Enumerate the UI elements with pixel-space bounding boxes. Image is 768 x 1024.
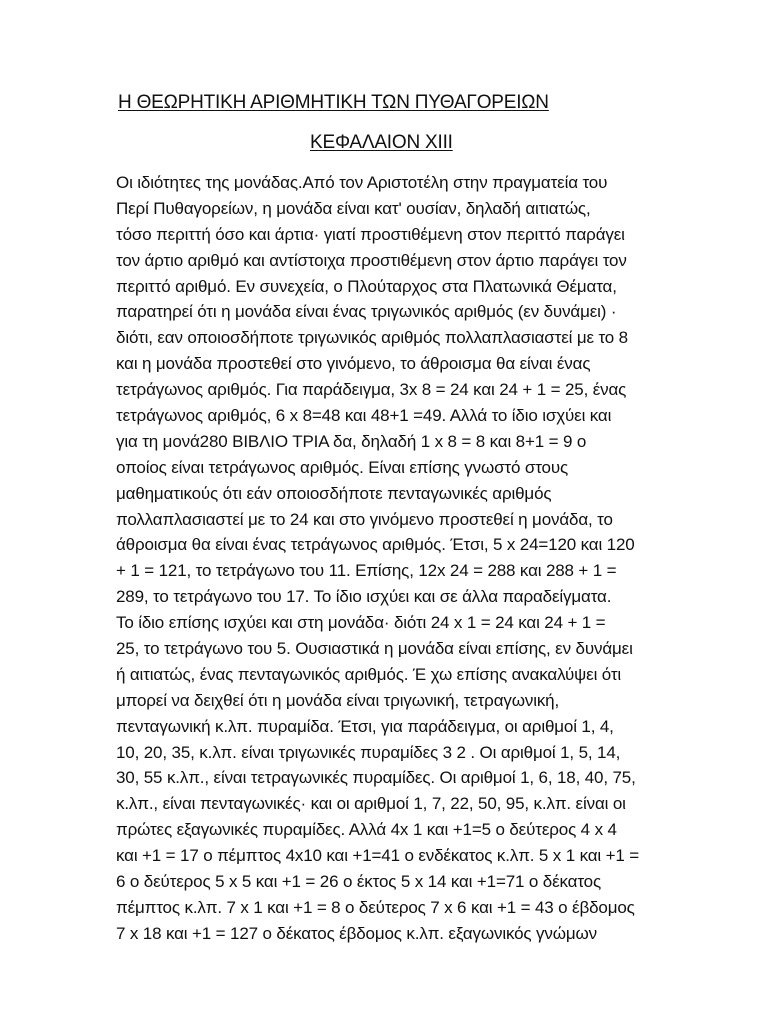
text-line: 25, το τετράγωνο του 5. Ουσιαστικά η μονάδα είναι επίσης, εν δυνάμει [116, 639, 633, 659]
text-line: πενταγωνική κ.λπ. πυραμίδα. Έτσι, για παράδειγμα, οι αριθμοί 1, 4, [116, 716, 614, 736]
text-line: και +1 = 17 ο πέμπτος 4x10 και +1=41 ο ενδέκατος κ.λπ. 5 x 1 και +1 = [116, 846, 640, 866]
text-line: οποίος είναι τετράγωνος αριθμός. Είναι επίσης γνωστό στους [116, 457, 569, 477]
text-line: 10, 20, 35, κ.λπ. είναι τριγωνικές πυραμίδες 3 2 . Οι αριθμοί 1, 5, 14, [116, 742, 621, 762]
text-line: 6 ο δεύτερος 5 x 5 και +1 = 26 ο έκτος 5 x 14 και +1=71 ο δέκατος [116, 872, 602, 892]
text-line: παρατηρεί ότι η μονάδα είναι ένας τριγωνικός αριθμός (εν δυνάμει) · [116, 302, 617, 322]
text-line: πολλαπλασιαστεί με το 24 και στο γινόμενο προστεθεί η μονάδα, το [116, 509, 613, 529]
text-line: Το ίδιο επίσης ισχύει και στη μονάδα· διότι 24 x 1 = 24 και 24 + 1 = [116, 613, 606, 633]
text-line: τον άρτιο αριθμό και αντίστοιχα προστιθέμενη στον άρτιο παράγει τον [116, 250, 627, 270]
text-line: και η μονάδα προστεθεί στο γινόμενο, το άθροισμα θα είναι ένας [116, 354, 591, 374]
text-line: Οι ιδιότητες της μονάδας.Από τον Αριστοτέλη στην πραγματεία του [116, 173, 608, 192]
text-line: Περί Πυθαγορείων, η μονάδα είναι κατ' ουσίαν, δηλαδή αιτιατώς, [116, 198, 591, 218]
text-line: περιττό αριθμό. Εν συνεχεία, ο Πλούταρχος στα Πλατωνικά Θέματα, [116, 276, 617, 296]
text-line: άθροισμα θα είναι ένας τετράγωνος αριθμός. Έτσι, 5 x 24=120 και 120 [116, 535, 635, 555]
text-line: + 1 = 121, το τετράγωνο του 11. Επίσης, 12x 24 = 288 και 288 + 1 = [116, 561, 617, 581]
text-line: 289, το τετράγωνο του 17. Το ίδιο ισχύει και σε άλλα παραδείγματα. [116, 587, 612, 607]
text-line: τόσο περιττή όσο και άρτια· γιατί προστιθέμενη στον περιττό παράγει [116, 224, 625, 244]
text-line: τετράγωνος αριθμός, 6 x 8=48 και 48+1 =49. Αλλά το ίδιο ισχύει και [116, 406, 612, 426]
text-line: πρώτες εξαγωνικές πυραμίδες. Αλλά 4x 1 και +1=5 ο δεύτερος 4 x 4 [116, 820, 617, 840]
text-line: 30, 55 κ.λπ., είναι τετραγωνικές πυραμίδες. Οι αριθμοί 1, 6, 18, 40, 75, [116, 768, 636, 788]
text-line: διότι, εαν οποιοσδήποτε τριγωνικός αριθμός πολλαπλασιαστεί με το 8 [116, 328, 628, 348]
text-line: μαθηματικούς ότι εάν οποιοσδήποτε πενταγωνικές αριθμός [116, 483, 552, 503]
text-line: τετράγωνος αριθμός. Για παράδειγμα, 3x 8 = 24 και 24 + 1 = 25, ένας [116, 380, 627, 400]
text-line: μπορεί να δειχθεί ότι η μονάδα είναι τριγωνική, τετραγωνική, [116, 690, 560, 710]
chapter-title: ΚΕΦΑΛΑΙΟΝ XIII [310, 132, 453, 153]
text-line: 7 x 18 και +1 = 127 ο δέκατος έβδομος κ.λπ. εξαγωνικός γνώμων [116, 923, 597, 943]
text-line: ή αιτιατώς, ένας πενταγωνικός αριθμός. Έ χω επίσης ανακαλύψει ότι [116, 664, 622, 684]
document-title: Η ΘΕΩΡΗΤΙΚΗ ΑΡΙΘΜΗΤΙΚΗ ΤΩΝ ΠΥΘΑΓΟΡΕΙΩΝ [118, 92, 549, 113]
body-paragraph [116, 170, 676, 947]
text-line: πέμπτος κ.λπ. 7 x 1 και +1 = 8 ο δεύτερος 7 x 6 και +1 = 43 ο έβδομος [116, 897, 635, 917]
text-line: για τη μονά280 ΒΙΒΛΙΟ ΤΡΙΑ δα, δηλαδή 1 x 8 = 8 και 8+1 = 9 ο [116, 431, 587, 451]
text-line: κ.λπ., είναι πενταγωνικές· και οι αριθμοί 1, 7, 22, 50, 95, κ.λπ. είναι οι [116, 794, 626, 814]
